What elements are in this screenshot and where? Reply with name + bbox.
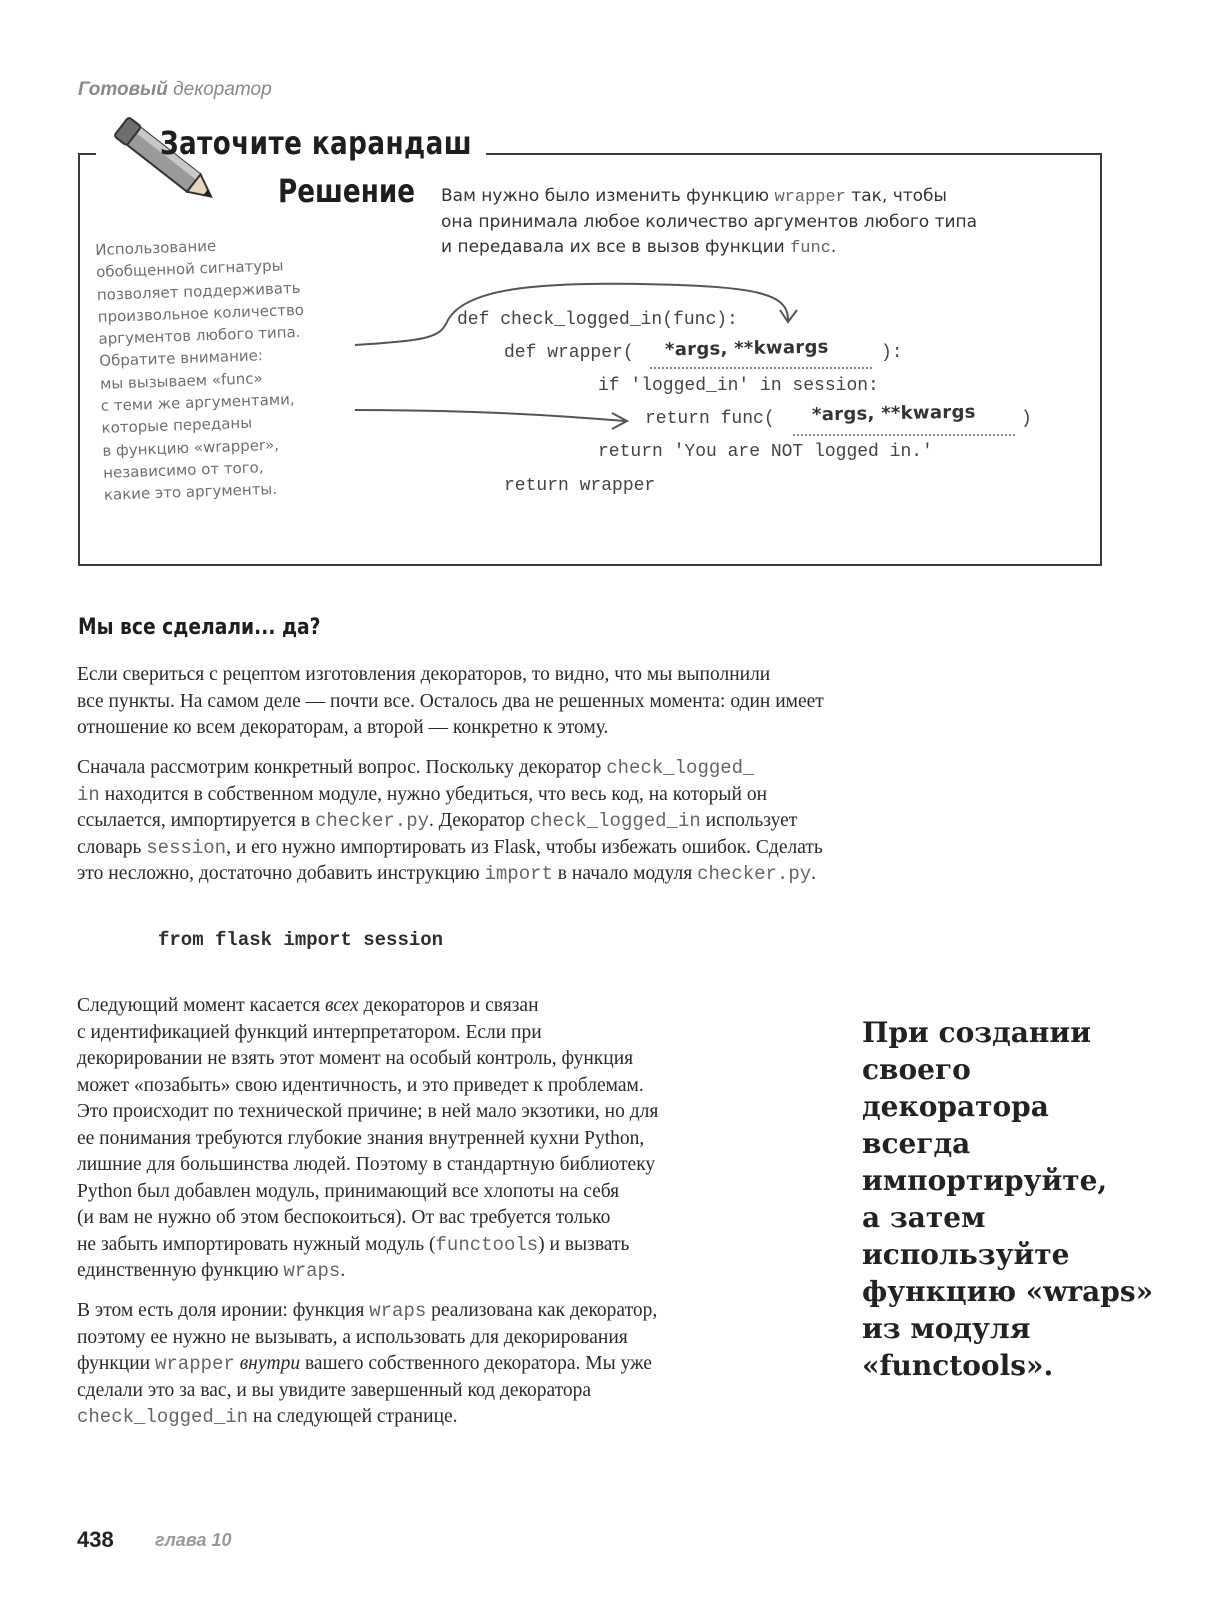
paragraph-line	[77, 835, 1007, 862]
code-line-6: return wrapper	[504, 476, 656, 496]
code-line-5: return 'You are NOT logged in.'	[598, 442, 933, 462]
exercise-title: Заточите карандаш	[160, 124, 472, 162]
note-line: какие это аргументы.	[103, 480, 278, 505]
text-run: ссылается, импортируется в	[77, 810, 315, 831]
section-heading: Мы все сделали... да?	[78, 615, 321, 640]
paragraph-line	[77, 1351, 837, 1378]
inline-code: check_logged_in	[529, 810, 701, 832]
sidebar-line: «functools».	[862, 1349, 1054, 1382]
paragraph-line	[77, 1232, 837, 1259]
note-line: в функцию «wrapper»,	[102, 435, 280, 460]
code-line-2-end: ):	[881, 343, 903, 363]
code-line-1: def check_logged_in(func):	[457, 310, 738, 330]
text-run: декораторов и связан	[358, 995, 539, 1016]
text-run: ее понимания требуются глубокие знания внутренней кухни Python,	[77, 1127, 645, 1149]
emphasis: всех	[324, 995, 359, 1016]
paragraph-line	[77, 1020, 837, 1047]
blank-dotted-line	[793, 434, 1015, 436]
sidebar-line: из модуля	[862, 1312, 1031, 1345]
text-run: декорировании не взять этот момент на особый контроль, функция	[77, 1048, 634, 1069]
text-run: может «позабыть» свою идентичность, и это приведет к проблемам.	[77, 1074, 644, 1096]
sidebar-line: используйте	[862, 1238, 1070, 1271]
text-run: Сначала рассмотрим конкретный вопрос. Поскольку декоратор	[77, 757, 607, 778]
paragraph-2	[77, 755, 1007, 888]
inline-code: in	[77, 783, 100, 806]
inline-code: wraps	[369, 1300, 427, 1322]
task-description	[441, 184, 1001, 261]
paragraph-line	[77, 689, 1007, 716]
filled-blank-2: *args, **kwargs	[811, 401, 976, 426]
code-line-2-start: def wrapper(	[504, 343, 634, 363]
page-number: 438	[77, 1527, 114, 1552]
code-line-4-end: )	[1021, 409, 1032, 429]
paragraph-line	[77, 1179, 837, 1206]
blank-dotted-line	[650, 367, 872, 369]
paragraph-line	[77, 1073, 837, 1100]
note-line: аргументов любого типа.	[98, 323, 301, 349]
sidebar-line: своего	[862, 1053, 971, 1086]
inline-code: wrapper	[155, 1353, 235, 1375]
text-run: это несложно, достаточно добавить инструкцию	[77, 863, 485, 884]
paragraph-line	[77, 1046, 837, 1073]
paragraph-line	[77, 662, 1007, 689]
paragraph-line	[77, 1404, 837, 1431]
exercise-subtitle: Решение	[278, 172, 416, 210]
text-run: Если свериться с рецептом изготовления декораторов, то видно, что мы выполнили	[77, 664, 771, 685]
paragraph-line	[77, 1126, 837, 1153]
text-run: вашего собственного декоратора. Мы уже	[300, 1353, 652, 1374]
text-run: на следующей странице.	[248, 1406, 458, 1427]
paragraph-line	[77, 808, 1007, 835]
text-run: словарь	[77, 836, 147, 858]
text-run: Python был добавлен модуль, принимающий все хлопоты на себя	[77, 1180, 620, 1202]
code-line-4-start: return func(	[645, 409, 775, 429]
text-run: в начало модуля	[552, 863, 698, 884]
paragraph-4	[77, 1298, 837, 1431]
paragraph-line	[77, 715, 1007, 742]
text-run: не забыть импортировать нужный модуль (	[77, 1233, 436, 1255]
inline-code: checker.py	[314, 810, 430, 832]
inline-code: functools	[435, 1233, 539, 1256]
text-run: .	[340, 1260, 346, 1281]
paragraph-line	[77, 1152, 837, 1179]
paragraph-line	[77, 755, 1007, 782]
text-run: находится в собственном модуле, нужно убедиться, что весь код, на который он	[99, 783, 768, 805]
inline-code: wraps	[283, 1260, 341, 1282]
sidebar-callout	[862, 1014, 1162, 1384]
text-run: единственную функцию	[77, 1260, 284, 1281]
text-run: функции	[77, 1353, 155, 1374]
note-line: произвольное количество	[97, 300, 305, 326]
text-run: В этом есть доля иронии: функция	[77, 1300, 370, 1321]
paragraph-3	[77, 993, 837, 1285]
code-line-3: if 'logged_in' in session:	[598, 376, 879, 396]
sidebar-line: а затем	[862, 1201, 986, 1234]
note-line: Использование	[95, 236, 217, 259]
paragraph-line	[77, 782, 1007, 809]
note-line: мы вызываем «func»	[99, 369, 263, 393]
chapter-label: глава 10	[155, 1530, 232, 1550]
text-run: , и его нужно импортировать из Flask, чтобы избежать ошибок. Сделать	[226, 836, 823, 858]
text-run: поэтому ее нужно не вызывать, а использовать для декорирования	[77, 1326, 628, 1348]
inline-code: import	[484, 863, 553, 885]
text-run: лишние для большинства людей. Поэтому в стандартную библиотеку	[77, 1154, 656, 1175]
paragraph-line	[77, 993, 837, 1020]
text-run: Это происходит по технической причине; в ней мало экзотики, но для	[77, 1101, 659, 1122]
paragraph-line	[77, 1205, 837, 1232]
text-run: . Декоратор	[429, 810, 530, 831]
import-code: from flask import session	[158, 929, 444, 951]
sidebar-line: импортируйте,	[862, 1164, 1108, 1197]
emphasis: внутри	[239, 1353, 301, 1374]
text-run: реализована как декоратор,	[426, 1300, 658, 1321]
paragraph-1	[77, 662, 1007, 742]
note-line: независимо от того,	[102, 458, 264, 482]
note-line: позволяет поддерживать	[96, 278, 301, 304]
text-run: ) и вызвать	[538, 1233, 630, 1255]
text-run: Следующий момент касается	[77, 995, 325, 1016]
paragraph-line	[77, 1258, 837, 1285]
text-run: с идентификацией функций интерпретатором. Если при	[77, 1021, 542, 1043]
text-run: отношение ко всем декораторам, а второй — конкретно к этому.	[77, 717, 609, 738]
paragraph-line	[77, 1298, 837, 1325]
text-run: .	[811, 863, 817, 884]
filled-blank-1: *args, **kwargs	[664, 336, 829, 361]
note-line: Обратите внимание:	[98, 346, 264, 371]
sidebar-line: декоратора	[862, 1090, 1049, 1123]
note-line: с теми же аргументами,	[100, 390, 295, 415]
inline-code: check_logged_	[606, 757, 755, 779]
inline-code: session	[146, 836, 227, 859]
text-run: сделали это за вас, и вы увидите завершенный код декоратора	[77, 1379, 592, 1401]
running-header	[78, 79, 272, 101]
note-line: которые переданы	[101, 414, 253, 438]
sidebar-line: всегда	[862, 1127, 971, 1160]
inline-code: checker.py	[697, 863, 812, 885]
inline-code: check_logged_in	[77, 1406, 249, 1428]
sidebar-line: При создании	[862, 1016, 1091, 1049]
header-bold: Готовый	[78, 79, 168, 100]
task-line: Вам нужно было изменить функцию wrapper так, чтобы	[441, 186, 947, 207]
text-run: все пункты. На самом деле — почти все. Осталось два не решенных момента: один имеет	[77, 690, 824, 712]
paragraph-line	[77, 1378, 837, 1405]
text-run: (и вам не нужно об этом беспокоиться). От вас требуется только	[77, 1207, 611, 1228]
header-light: декоратор	[173, 79, 272, 100]
paragraph-line	[77, 1099, 837, 1126]
paragraph-line	[77, 861, 1007, 888]
text-run: использует	[700, 810, 798, 831]
task-line: она принимала любое количество аргументов любого типа	[441, 212, 978, 232]
note-line: обобщенной сигнатуры	[95, 256, 284, 282]
task-line: и передавала их все в вызов функции func.	[441, 237, 837, 258]
paragraph-line	[77, 1325, 837, 1352]
sidebar-line: функцию «wraps»	[862, 1275, 1154, 1308]
